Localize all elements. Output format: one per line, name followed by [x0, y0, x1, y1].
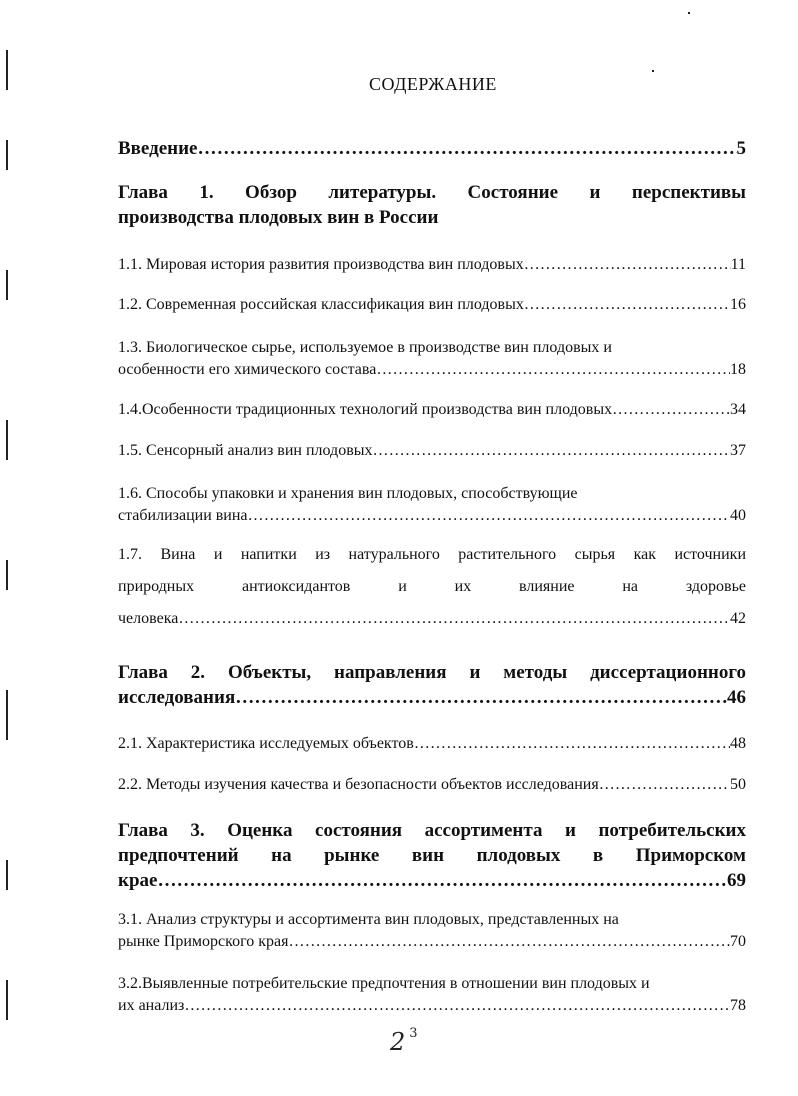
leader-dots: [612, 401, 730, 419]
toc-page: 5: [736, 138, 746, 159]
toc-page: 16: [730, 296, 746, 313]
toc-entry-3-1: [118, 911, 746, 955]
toc-label: Введение: [118, 138, 198, 159]
toc-label: 2.2. Методы изучения качества и безопасности объектов исследования: [118, 776, 599, 793]
toc-entry-2-1: [118, 735, 746, 757]
leader-dots: [178, 610, 730, 628]
leader-dots: [524, 296, 730, 314]
toc-label: исследования: [118, 687, 236, 708]
toc-entry-2-2: [118, 776, 746, 798]
toc-label: 1.5. Сенсорный анализ вин плодовых: [118, 442, 373, 459]
toc-label-line: 3.2.Выявленные потребительские предпочтения в отношении вин плодовых и: [118, 975, 650, 992]
toc-page: 18: [730, 361, 746, 378]
toc-page: 78: [730, 997, 746, 1014]
toc-entry-chapter-2: [118, 662, 746, 712]
toc-entry-1-7: [118, 546, 746, 632]
toc-label: их анализ: [118, 997, 185, 1014]
scan-edge-mark: [6, 50, 8, 90]
toc-label-line: 1.3. Биологическое сырье, используемое в производстве вин плодовых и: [118, 339, 612, 356]
toc-label-line: Глава 3. Оценка состояния ассортимента и потребительских: [118, 820, 746, 841]
leader-dots: [599, 776, 730, 794]
leader-dots: [248, 507, 730, 525]
toc-page: 40: [730, 507, 746, 524]
toc-page: 50: [730, 776, 746, 793]
toc-page: 48: [730, 735, 746, 752]
toc-page: 69: [727, 870, 746, 891]
toc-entry-intro: [118, 138, 746, 163]
toc-entry-chapter-3: [118, 820, 746, 895]
scan-edge-mark: [6, 690, 8, 740]
toc-label: стабилизации вина: [118, 507, 248, 524]
leader-dots: [524, 256, 731, 274]
toc-entry-1-5: [118, 442, 746, 464]
toc-page: 42: [730, 610, 746, 627]
page-number: [390, 1028, 418, 1056]
toc-label: рынке Приморского края: [118, 933, 289, 950]
scan-speck: [688, 12, 690, 14]
toc-entry-1-6: [118, 485, 746, 529]
leader-dots: [198, 138, 737, 160]
toc-entry-1-2: [118, 296, 746, 318]
toc-page: 70: [730, 933, 746, 950]
scan-edge-mark: [6, 980, 8, 1020]
toc-entry-3-2: [118, 975, 746, 1019]
handwritten-page-number: 2: [390, 1028, 406, 1056]
scan-edge-mark: [6, 560, 8, 590]
leader-dots: [289, 933, 731, 951]
toc-entry-chapter-1: [118, 182, 746, 229]
scan-edge-mark: [6, 270, 8, 300]
toc-page: 46: [727, 687, 746, 708]
scan-edge-mark: [6, 140, 8, 170]
toc-label-line: Глава 1. Обзор литературы. Состояние и перспективы: [118, 182, 746, 203]
leader-dots: [414, 735, 730, 753]
toc-label: 2.1. Характеристика исследуемых объектов: [118, 735, 414, 752]
toc-page: 34: [730, 401, 746, 418]
leader-dots: [376, 361, 730, 379]
page-title: СОДЕРЖАНИЕ: [369, 74, 497, 94]
toc-entry-1-3: [118, 339, 746, 383]
toc-entry-1-1: [118, 256, 746, 278]
toc-label-line: 1.6. Способы упаковки и хранения вин плодовых, способствующие: [118, 485, 578, 502]
toc-entry-1-4: [118, 401, 746, 423]
leader-dots: [157, 870, 727, 892]
toc-page: 37: [730, 442, 746, 459]
toc-label-line: предпочтений на рынке вин плодовых в Приморском: [118, 845, 746, 866]
toc-label-line: Глава 2. Объекты, направления и методы диссертационного: [118, 662, 746, 683]
toc-label: человека: [118, 610, 179, 627]
scan-edge-mark: [6, 860, 8, 890]
printed-page-number: 3: [409, 1026, 418, 1041]
leader-dots: [184, 997, 730, 1015]
toc-label-line: производства плодовых вин в России: [118, 207, 439, 228]
scan-edge-mark: [6, 420, 8, 460]
toc-label: 1.4.Особенности традиционных технологий производства вин плодовых: [118, 401, 613, 418]
toc-label: особенности его химического состава: [118, 361, 377, 378]
toc-label-line: 1.7. Вина и напитки из натурального растительного сырья как источники: [118, 546, 746, 563]
toc-label-line: 3.1. Анализ структуры и ассортимента вин плодовых, представленных на: [118, 911, 619, 928]
scan-speck: [652, 70, 654, 72]
leader-dots: [373, 442, 731, 460]
toc-label-line: природных антиоксидантов и их влияние на здоровье: [118, 578, 746, 595]
toc-label: 1.2. Современная российская классификация вин плодовых: [118, 296, 524, 313]
toc-page: 11: [730, 256, 746, 273]
toc-label: крае: [118, 870, 158, 891]
leader-dots: [235, 687, 727, 709]
toc-label: 1.1. Мировая история развития производства вин плодовых: [118, 256, 524, 273]
